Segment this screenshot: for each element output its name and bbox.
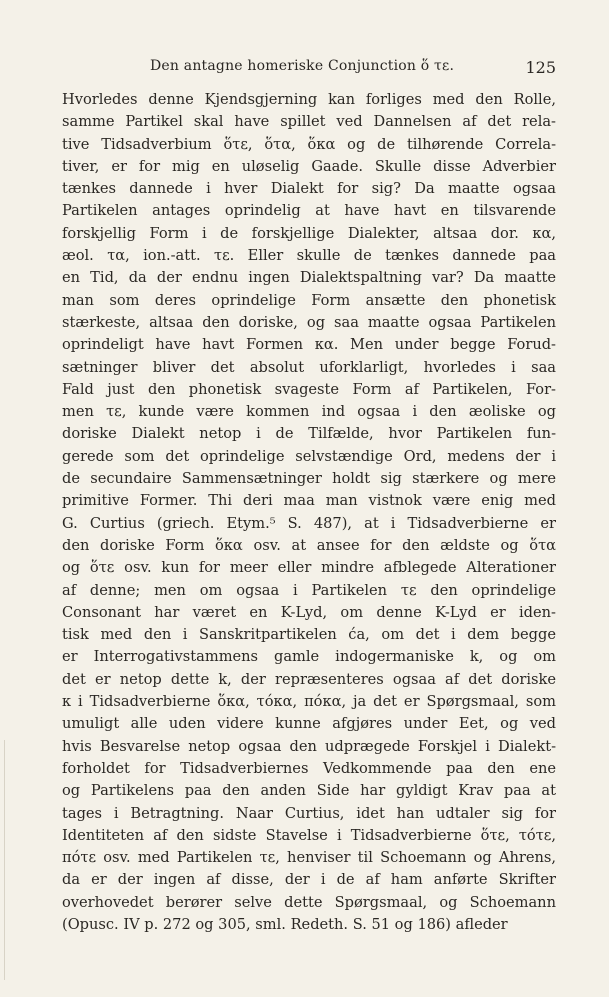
text-line: sætninger bliver det absolut uforklarligt, hvorledes i saa <box>62 358 556 376</box>
text-line: æol. τα, ion.-att. τε. Eller skulle de tænkes dannede paa <box>62 247 556 265</box>
text-line: tive Tidsadverbium ὅτε, ὅτα, ὅκα og de tilhørende Correla- <box>62 135 556 153</box>
text-line: Identiteten af den sidste Stavelse i Tidsadverbierne ὅτε, τότε, <box>62 826 556 844</box>
text-line: af denne; men om ogsaa i Partikelen τε den oprindelige <box>62 581 556 599</box>
text-line: (Opusc. IV p. 272 og 305, sml. Redeth. S. 51 og 186) afleder <box>62 915 508 933</box>
text-line: Hvorledes denne Kjendsgjerning kan forliges med den Rolle, <box>62 91 556 108</box>
text-line: Partikelen antages oprindelig at have havt en tilsvarende <box>62 202 556 220</box>
text-line: G. Curtius (griech. Etym.⁵ S. 487), at i Tidsadverbierne er <box>62 514 556 532</box>
body-text <box>62 89 556 936</box>
text-line: forholdet for Tidsadverbiernes Vedkommende paa den ene <box>62 759 556 777</box>
text-line: overhovedet berører selve dette Spørgsmaal, og Schoemann <box>62 893 556 911</box>
page-header <box>62 58 556 80</box>
text-line: primitive Former. Thi deri maa man vistnok være enig med <box>62 492 556 510</box>
text-line: en Tid, da der endnu ingen Dialektspaltning var? Da maatte <box>62 269 556 287</box>
text-line: det er netop dette k, der repræsenteres ogsaa af det doriske <box>62 670 556 688</box>
text-line: Consonant har været en K-Lyd, om denne K-Lyd er iden- <box>62 603 556 621</box>
text-line: oprindeligt have havt Formen κα. Men under begge Forud- <box>62 336 556 354</box>
text-line: umuligt alle uden videre kunne afgjøres under Eet, og ved <box>62 715 556 733</box>
text-line: tænkes dannede i hver Dialekt for sig? Da maatte ogsaa <box>62 180 556 198</box>
text-line: den doriske Form ὅκα osv. at ansee for den ældste og ὅτα <box>62 536 556 554</box>
text-line: og ὅτε osv. kun for meer eller mindre afblegede Alterationer <box>62 559 556 577</box>
text-line: de secundaire Sammensætninger holdt sig stærkere og mere <box>62 470 556 488</box>
text-line: og Partikelens paa den anden Side har gyldigt Krav paa at <box>62 782 556 800</box>
text-line: da er der ingen af disse, der i de af ham anførte Skrifter <box>62 871 556 889</box>
text-line: tisk med den i Sanskritpartikelen ća, om det i dem begge <box>62 626 556 644</box>
text-line: κ i Tidsadverbierne ὅκα, τόκα, πόκα, ja det er Spørgsmaal, som <box>62 693 556 711</box>
text-line: samme Partikel skal have spillet ved Dannelsen af det rela- <box>62 113 556 131</box>
page-number: 125 <box>525 58 556 77</box>
text-line: hvis Besvarelse netop ogsaa den udprægede Forskjel i Dialekt- <box>62 737 556 755</box>
text-line: er Interrogativstammens gamle indogermaniske k, og om <box>62 648 556 666</box>
text-line: stærkeste, altsaa den doriske, og saa maatte ogsaa Partikelen <box>62 313 556 331</box>
text-line: tages i Betragtning. Naar Curtius, idet han udtaler sig for <box>62 804 556 822</box>
text-line: men τε, kunde være kommen ind ogsaa i den æoliske og <box>62 403 556 421</box>
running-title: Den antagne homeriske Conjunction ὅ τε. <box>150 58 455 74</box>
text-line: forskjellig Form i de forskjellige Dialekter, altsaa dor. κα, <box>62 224 556 242</box>
text-line: Fald just den phonetisk svageste Form af Partikelen, For- <box>62 380 556 398</box>
text-line: tiver, er for mig en uløselig Gaade. Skulle disse Adverbier <box>62 157 556 175</box>
text-line: man som deres oprindelige Form ansætte den phonetisk <box>62 291 556 309</box>
text-line: doriske Dialekt netop i de Tilfælde, hvor Partikelen fun- <box>62 425 556 443</box>
page-edge-mark <box>4 740 5 980</box>
text-line: πότε osv. med Partikelen τε, henviser til Schoemann og Ahrens, <box>62 849 556 867</box>
text-line: gerede som det oprindelige selvstændige Ord, medens der i <box>62 447 556 465</box>
